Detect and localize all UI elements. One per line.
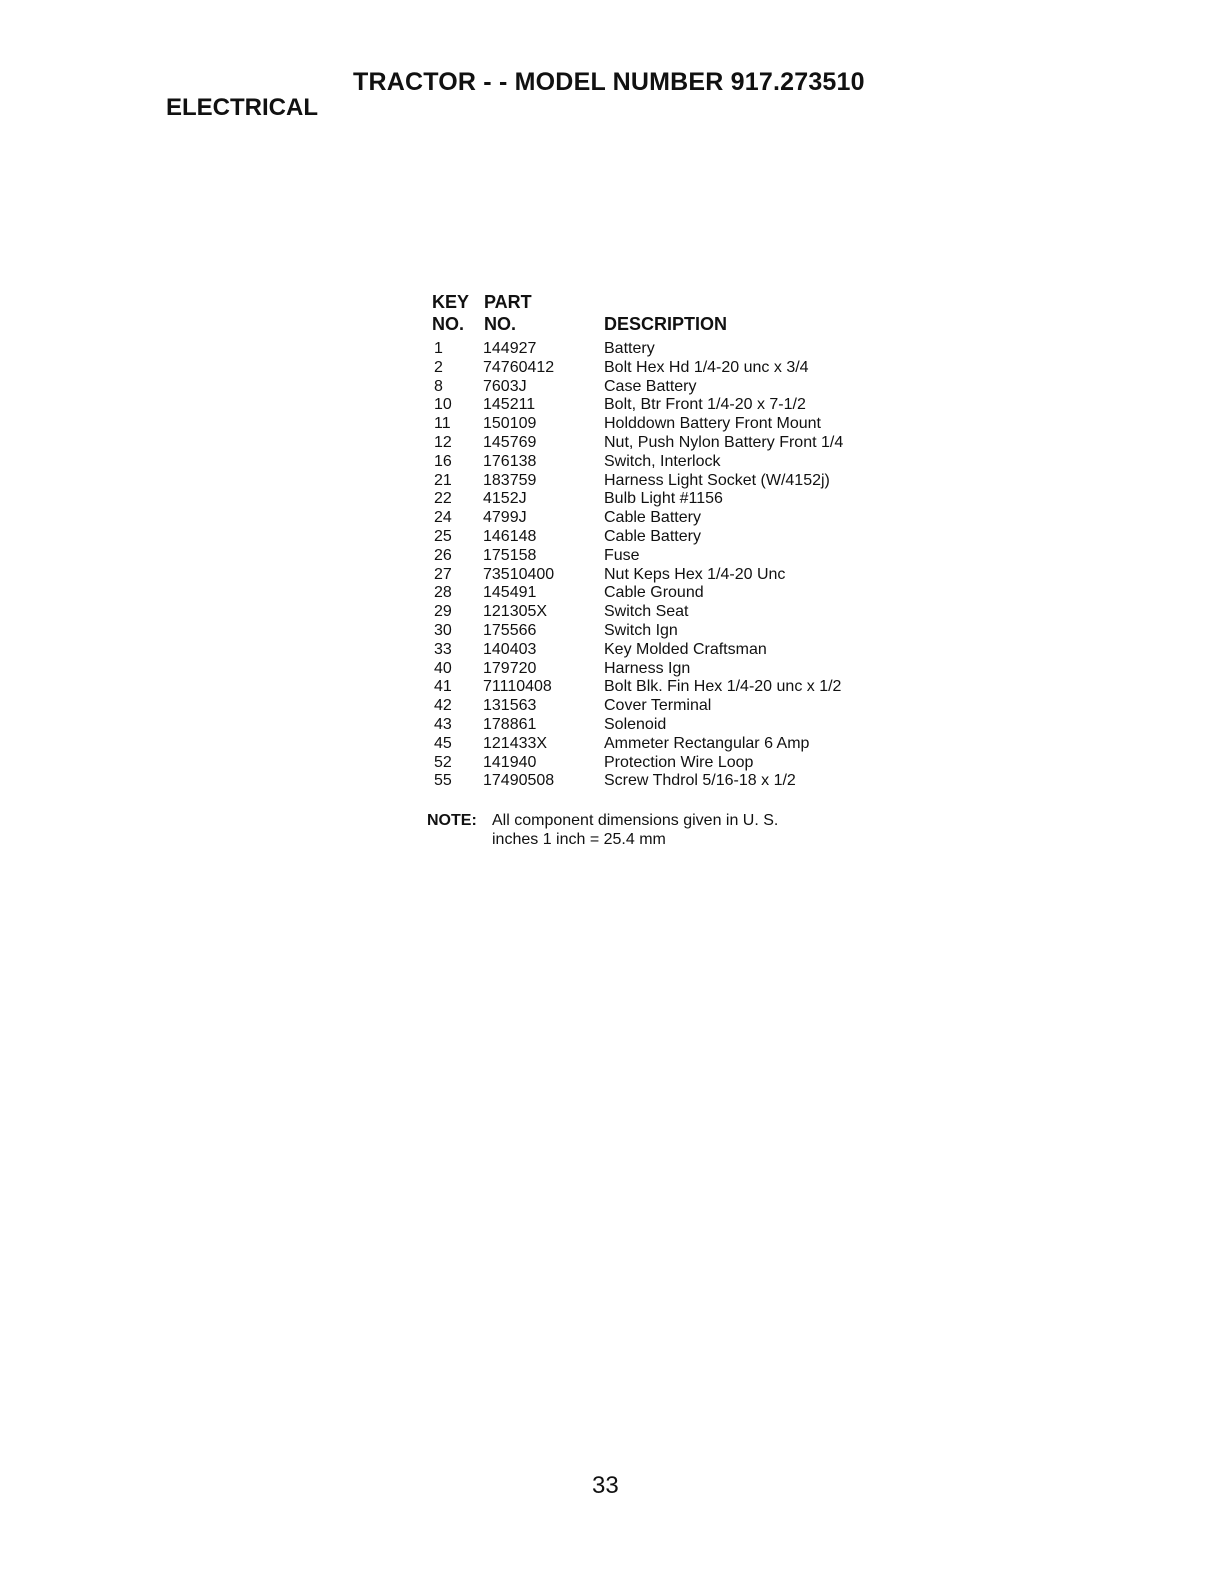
description-cell: Bolt Hex Hd 1/4-20 unc x 3/4 [604,358,809,376]
description-cell: Switch Ign [604,621,678,639]
part-no-cell: 121433X [483,734,548,752]
part-no-cell: 176138 [483,452,537,470]
page-title: TRACTOR - - MODEL NUMBER 917.273510 [353,68,865,96]
part-no-cell: 4152J [483,490,527,508]
key-no-cell: 33 [434,640,452,658]
table-row [431,509,891,528]
table-row [431,434,891,453]
key-no-cell: 12 [434,433,452,451]
description-cell: Fuse [604,546,640,564]
part-no-cell: 183759 [483,471,537,489]
key-no-cell: 42 [434,697,452,715]
part-no-cell: 73510400 [483,565,555,583]
part-no-cell: 179720 [483,659,537,677]
table-row [431,697,891,716]
key-no-cell: 16 [434,452,452,470]
part-no-cell: 131563 [483,697,537,715]
part-no-header-line1: PART [484,292,532,312]
description-cell: Holddown Battery Front Mount [604,415,821,433]
part-no-cell: 71110408 [483,678,552,696]
part-no-cell: 121305X [483,603,548,621]
description-cell: Harness Ign [604,659,691,677]
part-no-cell: 145769 [483,433,537,451]
description-cell: Case Battery [604,377,697,395]
description-cell: Key Molded Craftsman [604,640,767,658]
table-row [431,641,891,660]
part-no-cell: 150109 [483,415,537,433]
key-no-header-line2: NO. [432,314,465,334]
description-cell: Battery [604,340,655,357]
key-no-cell: 25 [434,527,452,545]
table-row [431,603,891,622]
description-cell: Cable Battery [604,509,701,527]
part-no-header-line2: NO. [484,314,517,334]
note-line-1: All component dimensions given in U. S. [492,812,779,829]
table-row [431,340,891,359]
key-no-cell: 43 [434,715,452,733]
key-no-cell: 27 [434,565,452,583]
key-no-cell: 52 [434,753,452,771]
table-row [431,622,891,641]
table-row [431,660,891,679]
table-row [431,528,891,547]
part-no-cell: 140403 [483,640,537,658]
parts-table-body [431,340,891,791]
table-row [431,359,891,378]
table-row [431,584,891,603]
description-cell: Cable Ground [604,584,704,602]
key-no-cell: 22 [434,490,452,508]
description-cell: Switch, Interlock [604,452,721,470]
key-no-cell: 21 [434,471,452,489]
parts-list [431,292,891,791]
description-cell: Screw Thdrol 5/16-18 x 1/2 [604,772,796,790]
key-no-cell: 28 [434,584,452,602]
description-cell: Switch Seat [604,603,689,621]
section-heading: ELECTRICAL [166,94,318,121]
table-row [431,490,891,509]
table-row [431,547,891,566]
description-cell: Nut, Push Nylon Battery Front 1/4 [604,433,844,451]
table-row [431,472,891,491]
table-row [431,453,891,472]
part-no-cell: 141940 [483,753,537,771]
description-cell: Solenoid [604,715,667,733]
description-cell: Ammeter Rectangular 6 Amp [604,734,810,752]
parts-table-header [431,292,891,340]
key-no-cell: 30 [434,621,452,639]
table-row [431,678,891,697]
part-no-cell: 144927 [483,340,537,357]
table-row [431,754,891,773]
description-cell: Cover Terminal [604,697,712,715]
table-row [431,566,891,585]
description-header: DESCRIPTION [604,314,728,334]
key-no-cell: 1 [434,340,443,357]
key-no-header-line1: KEY [432,292,470,312]
table-row [431,378,891,397]
part-no-cell: 175566 [483,621,537,639]
description-cell: Cable Battery [604,527,701,545]
table-row [431,772,891,791]
description-cell: Bolt Blk. Fin Hex 1/4-20 unc x 1/2 [604,678,842,696]
description-cell: Protection Wire Loop [604,753,754,771]
note-label: NOTE: [427,812,477,829]
key-no-cell: 26 [434,546,452,564]
part-no-cell: 145211 [483,396,536,414]
table-row [431,735,891,754]
table-row [431,415,891,434]
table-row [431,396,891,415]
description-cell: Harness Light Socket (W/4152j) [604,471,830,489]
part-no-cell: 74760412 [483,358,555,376]
key-no-cell: 29 [434,603,452,621]
key-no-cell: 55 [434,772,452,790]
part-no-cell: 4799J [483,509,527,527]
table-row [431,716,891,735]
note-text [492,811,852,849]
page-number: 33 [592,1472,619,1499]
key-no-cell: 10 [434,396,452,414]
key-no-cell: 45 [434,734,452,752]
key-no-cell: 24 [434,509,452,527]
part-no-cell: 178861 [483,715,537,733]
part-no-cell: 175158 [483,546,537,564]
part-no-cell: 17490508 [483,772,555,790]
description-cell: Bulb Light #1156 [604,490,723,508]
key-no-cell: 41 [434,678,452,696]
key-no-cell: 11 [434,415,451,433]
description-cell: Bolt, Btr Front 1/4-20 x 7-1/2 [604,396,806,414]
part-no-cell: 146148 [483,527,537,545]
part-no-cell: 7603J [483,377,527,395]
part-no-cell: 145491 [483,584,537,602]
note-line-2: inches 1 inch = 25.4 mm [492,831,666,848]
key-no-cell: 2 [434,358,443,376]
description-cell: Nut Keps Hex 1/4-20 Unc [604,565,786,583]
key-no-cell: 8 [434,377,443,395]
key-no-cell: 40 [434,659,452,677]
